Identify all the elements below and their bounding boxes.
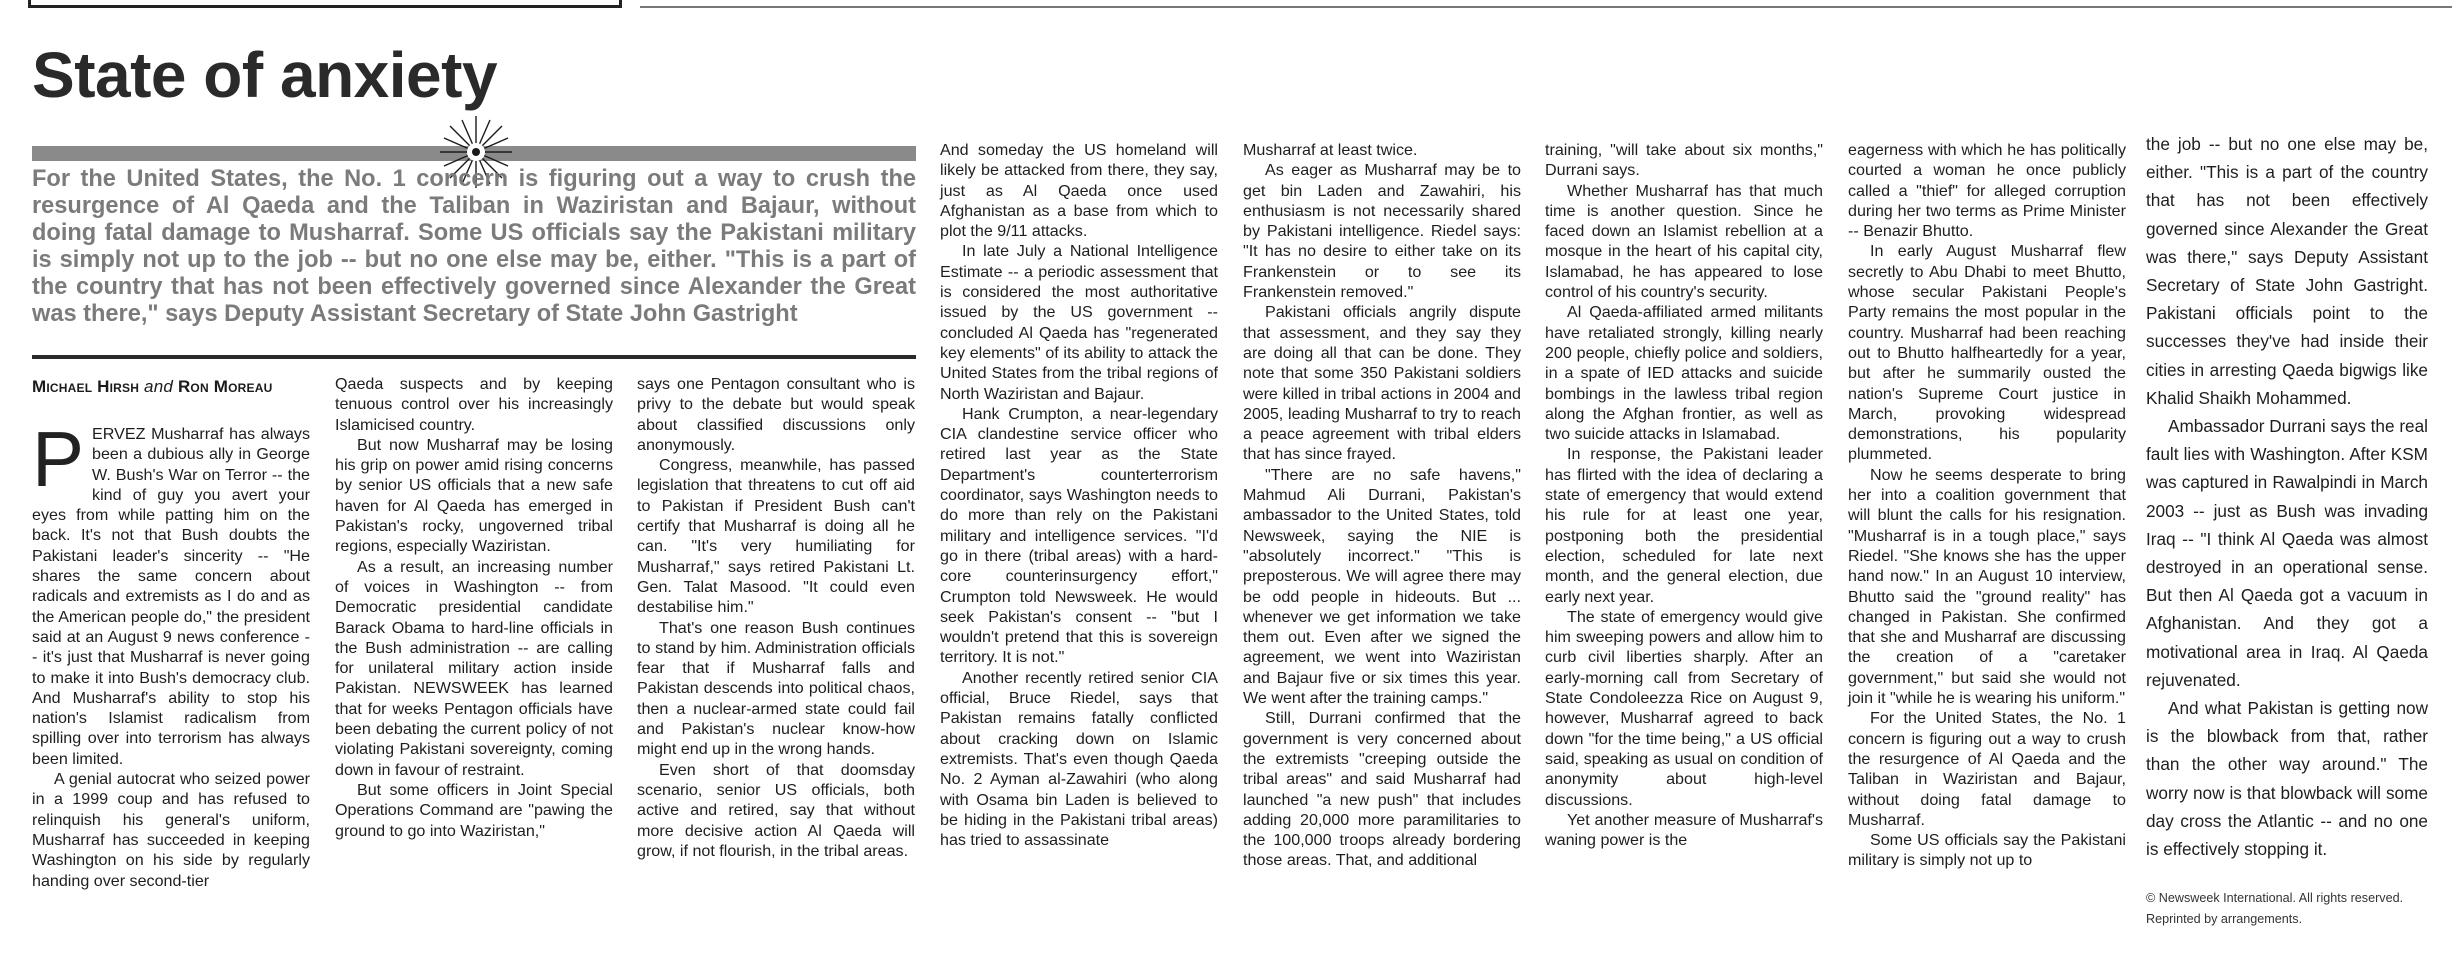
byline-and: and xyxy=(144,377,174,396)
paragraph: But now Musharraf may be losing his grip on power amid rising concerns by senior US officials that a new safe haven for Al Qaeda has emerged in Pakistan's rocky, ungoverned tribal regions, especially Waziristan. xyxy=(335,435,613,556)
copyright-line: © Newsweek International. All rights reserved. xyxy=(2146,891,2404,905)
headline: State of anxiety xyxy=(32,39,498,111)
article-column-6 xyxy=(1545,140,1823,850)
paragraph: Pakistani officials angrily dispute that assessment, and they say they are doing all that can be done. They note that some 350 Pakistani soldiers were killed in tribal actions in 2004 and 2005, leading Musharraf to try to reach a peace agreement with tribal elders that has since frayed. xyxy=(1243,303,1521,464)
byline xyxy=(32,378,302,396)
paragraph: Hank Crumpton, a near-legendary CIA clandestine service officer who retired last year as the State Department's counterterrorism coordinator, says Washington needs to do more than rely on the Pakistani military and intelligence services. "I'd go in there (tribal areas) with a hard-core counterinsurgency effort," Crumpton told Newsweek. He would seek Pakistan's consent -- "but I wouldn't pretend that this is sovereign territory. It is not." xyxy=(940,404,1218,667)
paragraph: For the United States, the No. 1 concern is figuring out a way to crush the resurgence of Al Qaeda and the Taliban in Waziristan and Bajaur, without doing fatal damage to Musharraf. xyxy=(1848,709,2126,829)
byline-author-2: Ron Moreau xyxy=(177,377,273,396)
paragraph: As a result, an increasing number of voices in Washington -- from Democratic presidential candidate Barack Obama to hard-line officials in the Bush administration -- are calling for unilateral military action inside Pakistan. NEWSWEEK has learned that for weeks Pentagon officials have been debating the current policy of not violating Pakistani sovereignty, coming down in favour of restraint. xyxy=(335,557,613,779)
paragraph: In late July a National Intelligence Estimate -- a periodic assessment that is considered the most authoritative issued by the US government -- concluded Al Qaeda has "regenerated key elements" of its ability to attack the United States from the tribal regions of North Waziristan and Bajaur. xyxy=(940,242,1218,403)
article-column-5 xyxy=(1243,140,1521,871)
paragraph: training, "will take about six months," Durrani says. xyxy=(1545,141,1823,180)
drop-cap: P xyxy=(32,415,85,503)
paragraph: But some officers in Joint Special Operations Command are "pawing the ground to go into Waziristan," xyxy=(335,780,613,840)
paragraph: As eager as Musharraf may be to get bin Laden and Zawahiri, his enthusiasm is not necessarily shared by Pakistani intelligence. Riedel says: "It has no desire to either take on its Frankenstein or to see its Frankenstein removed." xyxy=(1243,161,1521,302)
article-column-2 xyxy=(335,374,613,841)
paragraph: Qaeda suspects and by keeping tenuous control over his increasingly Islamicised country. xyxy=(335,375,613,434)
article-column-7 xyxy=(1848,140,2126,871)
paragraph: That's one reason Bush continues to stand by him. Administration officials fear that if Musharraf falls and Pakistan descends into political chaos, then a nuclear-armed state could fail and Pakistan's nuclear know-how might end up in the wrong hands. xyxy=(637,618,915,759)
paragraph: And someday the US homeland will likely be attacked from there, they say, just as Al Qaeda once used Afghanistan as a base from which to plot the 9/11 attacks. xyxy=(940,141,1218,241)
paragraph: says one Pentagon consultant who is privy to the debate but would speak about classified discussions only anonymously. xyxy=(637,375,915,454)
copyright-credit xyxy=(2146,888,2436,930)
top-rule xyxy=(640,6,2452,8)
paragraph: the job -- but no one else may be, either. "This is a part of the country that has not been effectively governed since Alexander the Great was there," says Deputy Assistant Secretary of State John Gastright. Pakistani officials point to the successes they've had inside their cities in arresting Qaeda bigwigs like Khalid Shaikh Mohammed. xyxy=(2146,134,2428,408)
paragraph: eagerness with which he has politically courted a woman he once publicly called a "thief" for alleged corruption during her two terms as Prime Minister -- Benazir Bhutto. xyxy=(1848,141,2126,241)
article-column-1 xyxy=(32,415,310,891)
article-column-4 xyxy=(940,140,1218,850)
deck-rule xyxy=(32,355,916,359)
paragraph: ERVEZ Musharraf has always been a dubious ally in George W. Bush's War on Terror -- the kind of guy you avert your eyes from while patting him on the back. It's not that Bush doubts the Pakistani leader's sincerity -- "He shares the same concern about radicals and extremists as I do and as the American people do," the president said at an August 9 news conference -- it's just that Musharraf is never going to make it into Bush's democracy club. And Musharraf's ability to stop his nation's Islamist radicalism from spilling over into terrorism has always been limited. xyxy=(32,425,310,768)
paragraph: Even short of that doomsday scenario, senior US officials, both active and retired, say that without more decisive action Al Qaeda will grow, if not flourish, in the tribal areas. xyxy=(637,760,915,860)
paragraph: "There are no safe havens," Mahmud Ali Durrani, Pakistan's ambassador to the United States, told Newsweek, saying the NIE is "absolutely incorrect." "This is preposterous. We will agree there may be odd people in hideouts. But ... whenever we get information we take them out. Even after we signed the agreement, we went into Waziristan and Bajaur five or six times this year. We went after the training camps." xyxy=(1243,465,1521,708)
paragraph: A genial autocrat who seized power in a 1999 coup and has refused to relinquish his general's uniform, Musharraf has succeeded in keeping Washington on his side by regularly handing over second-tier xyxy=(32,770,310,890)
deck: For the United States, the No. 1 concern is figuring out a way to crush the resurgence of Al Qaeda and the Taliban in Waziristan and Bajaur, without doing fatal damage to Musharraf. Some US officials say the Pakistani military is simply not up to the job -- but no one else may be, either. "This is a part of the country that has not been effectively governed since Alexander the Great was there," says Deputy Assistant Secretary of State John Gastright xyxy=(32,166,916,327)
paragraph: In response, the Pakistani leader has flirted with the idea of declaring a state of emergency that would extend his rule for at least one year, postponing both the presidential election, scheduled for late next month, and the general election, due early next year. xyxy=(1545,445,1823,606)
paragraph: Another recently retired senior CIA official, Bruce Riedel, says that Pakistan remains fatally conflicted about cracking down on Islamic extremists. That's even though Qaeda No. 2 Ayman al-Zawahiri (who along with Osama bin Laden is believed to be hiding in the Pakistani tribal areas) has tried to assassinate xyxy=(940,668,1218,850)
paragraph: Still, Durrani confirmed that the government is very concerned about the extremists "creeping outside the tribal areas" and said Musharraf had launched "a new push" that includes adding 20,000 more paramilitaries to the 100,000 troops already bordering those areas. That, and additional xyxy=(1243,709,1521,870)
paragraph: Now he seems desperate to bring her into a coalition government that will blunt the calls for his resignation. "Musharraf is in a tough place," says Riedel. "She knows she has the upper hand now." In an August 10 interview, Bhutto said the "ground reality" has changed in Pakistan. She confirmed that she and Musharraf are discussing the creation of a "caretaker government," but said she would not join it "while he is wearing his uniform." xyxy=(1848,465,2126,708)
top-left-frame-rule xyxy=(28,0,622,8)
paragraph: Musharraf at least twice. xyxy=(1243,141,1418,159)
paragraph: Whether Musharraf has that much time is another question. Since he faced down an Islamist rebellion at a mosque in the heart of his capital city, Islamabad, he has appeared to lose control of his country's security. xyxy=(1545,181,1823,302)
paragraph: Congress, meanwhile, has passed legislation that threatens to cut off aid to Pakistan if President Bush can't certify that Musharraf is doing all he can. "It's very humiliating for Musharraf," says retired Pakistani Lt. Gen. Talat Masood. "It could even destabilise him." xyxy=(637,456,915,617)
byline-author-1: Michael Hirsh xyxy=(32,377,140,396)
reprint-line: Reprinted by arrangements. xyxy=(2146,912,2303,926)
paragraph: Ambassador Durrani says the real fault lies with Washington. After KSM was captured in Rawalpindi in March 2003 -- just as Bush was invading Iraq -- "I think Al Qaeda was almost destroyed in an operational sense. But then Al Qaeda got a vacuum in Afghanistan. And they got a motivational area in Iraq. Al Qaeda rejuvenated. xyxy=(2146,416,2428,690)
paragraph: Yet another measure of Musharraf's waning power is the xyxy=(1545,810,1823,850)
article-column-8 xyxy=(2146,130,2428,863)
paragraph: In early August Musharraf flew secretly to Abu Dhabi to meet Bhutto, whose secular Pakistani People's Party remains the most popular in the country. Musharraf had been reaching out to Bhutto halfheartedly for a year, but after he summarily ousted the nation's Supreme Court justice in March, provoking widespread demonstrations, his popularity plummeted. xyxy=(1848,242,2126,464)
paragraph: Al Qaeda-affiliated armed militants have retaliated strongly, killing nearly 200 people, chiefly police and soldiers, in a spate of IED attacks and suicide bombings in the lawless tribal region along the Afghan frontier, as well as two suicide attacks in Islamabad. xyxy=(1545,303,1823,444)
paragraph: Some US officials say the Pakistani military is simply not up to xyxy=(1848,831,2126,870)
paragraph: The state of emergency would give him sweeping powers and allow him to curb civil liberties sharply. After an early-morning call from Secretary of State Condoleezza Rice on August 9, however, Musharraf agreed to back down "for the time being," a US official said, speaking as usual on condition of anonymity about high-level discussions. xyxy=(1545,607,1823,809)
article-column-3 xyxy=(637,374,915,861)
paragraph: And what Pakistan is getting now is the blowback from that, rather than the other way around." The worry now is that blowback will some day cross the Atlantic -- and no one is effectively stopping it. xyxy=(2146,698,2428,860)
